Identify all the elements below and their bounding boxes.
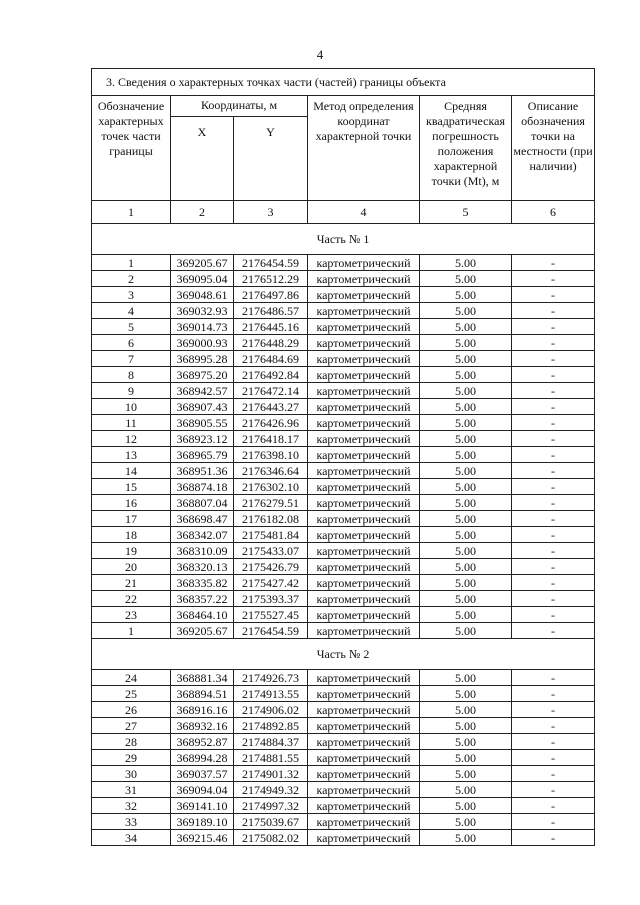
table-row — [92, 670, 595, 686]
description-cell: - — [512, 527, 595, 543]
x-coordinate-cell: 369032.93 — [171, 303, 234, 319]
column-number: 4 — [308, 201, 420, 224]
x-coordinate-cell: 368905.55 — [171, 415, 234, 431]
table-row — [92, 782, 595, 798]
description-cell: - — [512, 399, 595, 415]
point-id-cell: 2 — [92, 271, 171, 287]
y-coordinate-cell: 2176484.69 — [234, 351, 308, 367]
error-cell: 5.00 — [420, 367, 512, 383]
method-cell: картометрический — [308, 527, 420, 543]
description-cell: - — [512, 351, 595, 367]
table-row — [92, 559, 595, 575]
table-row — [92, 543, 595, 559]
description-cell: - — [512, 383, 595, 399]
point-id-cell: 18 — [92, 527, 171, 543]
point-id-cell: 3 — [92, 287, 171, 303]
table-row — [92, 734, 595, 750]
y-coordinate-cell: 2174949.32 — [234, 782, 308, 798]
point-id-cell: 23 — [92, 607, 171, 623]
table-row — [92, 415, 595, 431]
y-coordinate-cell: 2175082.02 — [234, 830, 308, 846]
point-id-cell: 34 — [92, 830, 171, 846]
error-cell: 5.00 — [420, 543, 512, 559]
y-coordinate-cell: 2176302.10 — [234, 479, 308, 495]
method-cell: картометрический — [308, 447, 420, 463]
method-cell: картометрический — [308, 479, 420, 495]
part-title: Часть № 2 — [92, 639, 595, 670]
error-cell: 5.00 — [420, 511, 512, 527]
x-coordinate-cell: 368952.87 — [171, 734, 234, 750]
method-cell: картометрический — [308, 750, 420, 766]
table-row — [92, 830, 595, 846]
y-coordinate-cell: 2176512.29 — [234, 271, 308, 287]
table-row — [92, 479, 595, 495]
error-cell: 5.00 — [420, 718, 512, 734]
table-row — [92, 367, 595, 383]
method-cell: картометрический — [308, 559, 420, 575]
method-cell: картометрический — [308, 495, 420, 511]
error-cell: 5.00 — [420, 591, 512, 607]
point-id-cell: 5 — [92, 319, 171, 335]
y-coordinate-cell: 2174901.32 — [234, 766, 308, 782]
point-id-cell: 25 — [92, 686, 171, 702]
table-row — [92, 383, 595, 399]
x-coordinate-cell: 368923.12 — [171, 431, 234, 447]
description-cell: - — [512, 511, 595, 527]
error-cell: 5.00 — [420, 670, 512, 686]
error-cell: 5.00 — [420, 335, 512, 351]
x-coordinate-cell: 369095.04 — [171, 271, 234, 287]
column-number: 6 — [512, 201, 595, 224]
error-cell: 5.00 — [420, 399, 512, 415]
description-cell: - — [512, 718, 595, 734]
error-cell: 5.00 — [420, 575, 512, 591]
description-cell: - — [512, 782, 595, 798]
method-cell: картометрический — [308, 431, 420, 447]
point-id-cell: 29 — [92, 750, 171, 766]
y-coordinate-cell: 2175481.84 — [234, 527, 308, 543]
method-cell: картометрический — [308, 415, 420, 431]
description-cell: - — [512, 798, 595, 814]
y-coordinate-cell: 2176472.14 — [234, 383, 308, 399]
description-cell: - — [512, 431, 595, 447]
x-coordinate-cell: 368335.82 — [171, 575, 234, 591]
error-cell: 5.00 — [420, 463, 512, 479]
table-row — [92, 303, 595, 319]
x-coordinate-cell: 369215.46 — [171, 830, 234, 846]
y-coordinate-cell: 2175039.67 — [234, 814, 308, 830]
error-cell: 5.00 — [420, 559, 512, 575]
table-row — [92, 718, 595, 734]
method-cell: картометрический — [308, 383, 420, 399]
y-coordinate-cell: 2176454.59 — [234, 623, 308, 639]
point-id-cell: 10 — [92, 399, 171, 415]
point-id-cell: 12 — [92, 431, 171, 447]
y-coordinate-cell: 2174913.55 — [234, 686, 308, 702]
x-coordinate-cell: 368994.28 — [171, 750, 234, 766]
table-row — [92, 463, 595, 479]
x-coordinate-cell: 368698.47 — [171, 511, 234, 527]
description-cell: - — [512, 543, 595, 559]
part-title: Часть № 1 — [92, 224, 595, 255]
table-row — [92, 351, 595, 367]
error-cell: 5.00 — [420, 686, 512, 702]
x-coordinate-cell: 368932.16 — [171, 718, 234, 734]
x-coordinate-cell: 368894.51 — [171, 686, 234, 702]
x-coordinate-cell: 368995.28 — [171, 351, 234, 367]
description-cell: - — [512, 670, 595, 686]
x-coordinate-cell: 369205.67 — [171, 255, 234, 271]
method-cell: картометрический — [308, 511, 420, 527]
method-cell: картометрический — [308, 798, 420, 814]
y-coordinate-cell: 2176426.96 — [234, 415, 308, 431]
table-row — [92, 447, 595, 463]
method-cell: картометрический — [308, 766, 420, 782]
x-coordinate-cell: 368942.57 — [171, 383, 234, 399]
x-coordinate-cell: 368357.22 — [171, 591, 234, 607]
table-row — [92, 255, 595, 271]
y-coordinate-cell: 2176445.16 — [234, 319, 308, 335]
point-id-cell: 19 — [92, 543, 171, 559]
x-coordinate-cell: 369037.57 — [171, 766, 234, 782]
point-id-cell: 24 — [92, 670, 171, 686]
point-id-cell: 11 — [92, 415, 171, 431]
x-coordinate-cell: 369048.61 — [171, 287, 234, 303]
description-cell: - — [512, 367, 595, 383]
column-number: 1 — [92, 201, 171, 224]
error-cell: 5.00 — [420, 527, 512, 543]
table-row — [92, 527, 595, 543]
point-id-cell: 9 — [92, 383, 171, 399]
x-coordinate-cell: 368975.20 — [171, 367, 234, 383]
part-header-row — [92, 639, 595, 670]
part-header-row — [92, 224, 595, 255]
point-id-cell: 32 — [92, 798, 171, 814]
error-cell: 5.00 — [420, 495, 512, 511]
column-numbers-row — [92, 201, 595, 224]
method-cell: картометрический — [308, 319, 420, 335]
point-id-cell: 17 — [92, 511, 171, 527]
x-coordinate-cell: 368807.04 — [171, 495, 234, 511]
method-cell: картометрический — [308, 335, 420, 351]
table-row — [92, 431, 595, 447]
point-id-cell: 16 — [92, 495, 171, 511]
method-cell: картометрический — [308, 718, 420, 734]
error-cell: 5.00 — [420, 431, 512, 447]
error-cell: 5.00 — [420, 702, 512, 718]
table-row — [92, 319, 595, 335]
table-row — [92, 271, 595, 287]
method-cell: картометрический — [308, 543, 420, 559]
column-number: 3 — [234, 201, 308, 224]
description-cell: - — [512, 623, 595, 639]
y-coordinate-cell: 2176454.59 — [234, 255, 308, 271]
y-coordinate-cell: 2176443.27 — [234, 399, 308, 415]
method-cell: картометрический — [308, 814, 420, 830]
description-cell: - — [512, 335, 595, 351]
method-cell: картометрический — [308, 575, 420, 591]
header-coordinates: Координаты, м — [171, 96, 308, 117]
description-cell: - — [512, 415, 595, 431]
point-id-cell: 21 — [92, 575, 171, 591]
description-cell: - — [512, 591, 595, 607]
point-id-cell: 27 — [92, 718, 171, 734]
point-id-cell: 15 — [92, 479, 171, 495]
header-method: Метод определения координат характерной точки — [308, 96, 420, 201]
x-coordinate-cell: 369141.10 — [171, 798, 234, 814]
point-id-cell: 1 — [92, 623, 171, 639]
error-cell: 5.00 — [420, 750, 512, 766]
point-id-cell: 22 — [92, 591, 171, 607]
point-id-cell: 20 — [92, 559, 171, 575]
error-cell: 5.00 — [420, 766, 512, 782]
method-cell: картометрический — [308, 702, 420, 718]
error-cell: 5.00 — [420, 351, 512, 367]
table-row — [92, 399, 595, 415]
x-coordinate-cell: 369205.67 — [171, 623, 234, 639]
table-row — [92, 575, 595, 591]
description-cell: - — [512, 686, 595, 702]
description-cell: - — [512, 479, 595, 495]
header-error: Средняя квадратическая погрешность положения характерной точки (Mt), м — [420, 96, 512, 201]
method-cell: картометрический — [308, 287, 420, 303]
description-cell: - — [512, 575, 595, 591]
method-cell: картометрический — [308, 830, 420, 846]
x-coordinate-cell: 369014.73 — [171, 319, 234, 335]
x-coordinate-cell: 368965.79 — [171, 447, 234, 463]
description-cell: - — [512, 271, 595, 287]
description-cell: - — [512, 766, 595, 782]
table-row — [92, 686, 595, 702]
table-row — [92, 495, 595, 511]
method-cell: картометрический — [308, 255, 420, 271]
y-coordinate-cell: 2176448.29 — [234, 335, 308, 351]
method-cell: картометрический — [308, 367, 420, 383]
description-cell: - — [512, 814, 595, 830]
y-coordinate-cell: 2175426.79 — [234, 559, 308, 575]
column-number: 5 — [420, 201, 512, 224]
table-row — [92, 623, 595, 639]
method-cell: картометрический — [308, 623, 420, 639]
error-cell: 5.00 — [420, 319, 512, 335]
y-coordinate-cell: 2175527.45 — [234, 607, 308, 623]
method-cell: картометрический — [308, 607, 420, 623]
x-coordinate-cell: 368464.10 — [171, 607, 234, 623]
error-cell: 5.00 — [420, 271, 512, 287]
section-title: 3. Сведения о характерных точках части (частей) границы объекта — [92, 69, 595, 96]
error-cell: 5.00 — [420, 607, 512, 623]
y-coordinate-cell: 2176346.64 — [234, 463, 308, 479]
x-coordinate-cell: 368881.34 — [171, 670, 234, 686]
header-designation: Обозначение характерных точек части границы — [92, 96, 171, 201]
point-id-cell: 6 — [92, 335, 171, 351]
header-y: Y — [234, 117, 308, 201]
x-coordinate-cell: 369094.04 — [171, 782, 234, 798]
method-cell: картометрический — [308, 591, 420, 607]
boundary-points-table — [91, 68, 595, 846]
table-row — [92, 766, 595, 782]
point-id-cell: 7 — [92, 351, 171, 367]
description-cell: - — [512, 734, 595, 750]
table-row — [92, 607, 595, 623]
point-id-cell: 33 — [92, 814, 171, 830]
header-description: Описание обозначения точки на местности (при наличии) — [512, 96, 595, 201]
error-cell: 5.00 — [420, 479, 512, 495]
error-cell: 5.00 — [420, 830, 512, 846]
table-row — [92, 591, 595, 607]
x-coordinate-cell: 368342.07 — [171, 527, 234, 543]
description-cell: - — [512, 463, 595, 479]
error-cell: 5.00 — [420, 782, 512, 798]
y-coordinate-cell: 2175433.07 — [234, 543, 308, 559]
point-id-cell: 4 — [92, 303, 171, 319]
method-cell: картометрический — [308, 463, 420, 479]
description-cell: - — [512, 287, 595, 303]
error-cell: 5.00 — [420, 303, 512, 319]
description-cell: - — [512, 830, 595, 846]
description-cell: - — [512, 319, 595, 335]
error-cell: 5.00 — [420, 814, 512, 830]
point-id-cell: 14 — [92, 463, 171, 479]
method-cell: картометрический — [308, 686, 420, 702]
method-cell: картометрический — [308, 351, 420, 367]
description-cell: - — [512, 559, 595, 575]
method-cell: картометрический — [308, 782, 420, 798]
y-coordinate-cell: 2176418.17 — [234, 431, 308, 447]
description-cell: - — [512, 255, 595, 271]
table-row — [92, 511, 595, 527]
point-id-cell: 31 — [92, 782, 171, 798]
point-id-cell: 8 — [92, 367, 171, 383]
column-number: 2 — [171, 201, 234, 224]
point-id-cell: 13 — [92, 447, 171, 463]
y-coordinate-cell: 2175393.37 — [234, 591, 308, 607]
y-coordinate-cell: 2174926.73 — [234, 670, 308, 686]
method-cell: картометрический — [308, 399, 420, 415]
description-cell: - — [512, 607, 595, 623]
y-coordinate-cell: 2174997.32 — [234, 798, 308, 814]
y-coordinate-cell: 2174881.55 — [234, 750, 308, 766]
table-row — [92, 814, 595, 830]
y-coordinate-cell: 2174892.85 — [234, 718, 308, 734]
error-cell: 5.00 — [420, 447, 512, 463]
x-coordinate-cell: 368907.43 — [171, 399, 234, 415]
description-cell: - — [512, 303, 595, 319]
error-cell: 5.00 — [420, 734, 512, 750]
y-coordinate-cell: 2175427.42 — [234, 575, 308, 591]
y-coordinate-cell: 2176279.51 — [234, 495, 308, 511]
table-row — [92, 750, 595, 766]
table-row — [92, 702, 595, 718]
method-cell: картометрический — [308, 303, 420, 319]
table-row — [92, 798, 595, 814]
error-cell: 5.00 — [420, 415, 512, 431]
method-cell: картометрический — [308, 734, 420, 750]
error-cell: 5.00 — [420, 255, 512, 271]
description-cell: - — [512, 447, 595, 463]
y-coordinate-cell: 2176497.86 — [234, 287, 308, 303]
x-coordinate-cell: 368310.09 — [171, 543, 234, 559]
method-cell: картометрический — [308, 670, 420, 686]
y-coordinate-cell: 2176492.84 — [234, 367, 308, 383]
point-id-cell: 30 — [92, 766, 171, 782]
error-cell: 5.00 — [420, 798, 512, 814]
x-coordinate-cell: 369000.93 — [171, 335, 234, 351]
error-cell: 5.00 — [420, 623, 512, 639]
description-cell: - — [512, 495, 595, 511]
x-coordinate-cell: 368916.16 — [171, 702, 234, 718]
y-coordinate-cell: 2176398.10 — [234, 447, 308, 463]
x-coordinate-cell: 369189.10 — [171, 814, 234, 830]
point-id-cell: 28 — [92, 734, 171, 750]
description-cell: - — [512, 750, 595, 766]
header-x: X — [171, 117, 234, 201]
page-number: 4 — [316, 47, 324, 62]
table-row — [92, 335, 595, 351]
y-coordinate-cell: 2176486.57 — [234, 303, 308, 319]
x-coordinate-cell: 368320.13 — [171, 559, 234, 575]
error-cell: 5.00 — [420, 287, 512, 303]
method-cell: картометрический — [308, 271, 420, 287]
table-row — [92, 287, 595, 303]
point-id-cell: 26 — [92, 702, 171, 718]
point-id-cell: 1 — [92, 255, 171, 271]
description-cell: - — [512, 702, 595, 718]
error-cell: 5.00 — [420, 383, 512, 399]
x-coordinate-cell: 368951.36 — [171, 463, 234, 479]
y-coordinate-cell: 2176182.08 — [234, 511, 308, 527]
y-coordinate-cell: 2174884.37 — [234, 734, 308, 750]
y-coordinate-cell: 2174906.02 — [234, 702, 308, 718]
x-coordinate-cell: 368874.18 — [171, 479, 234, 495]
